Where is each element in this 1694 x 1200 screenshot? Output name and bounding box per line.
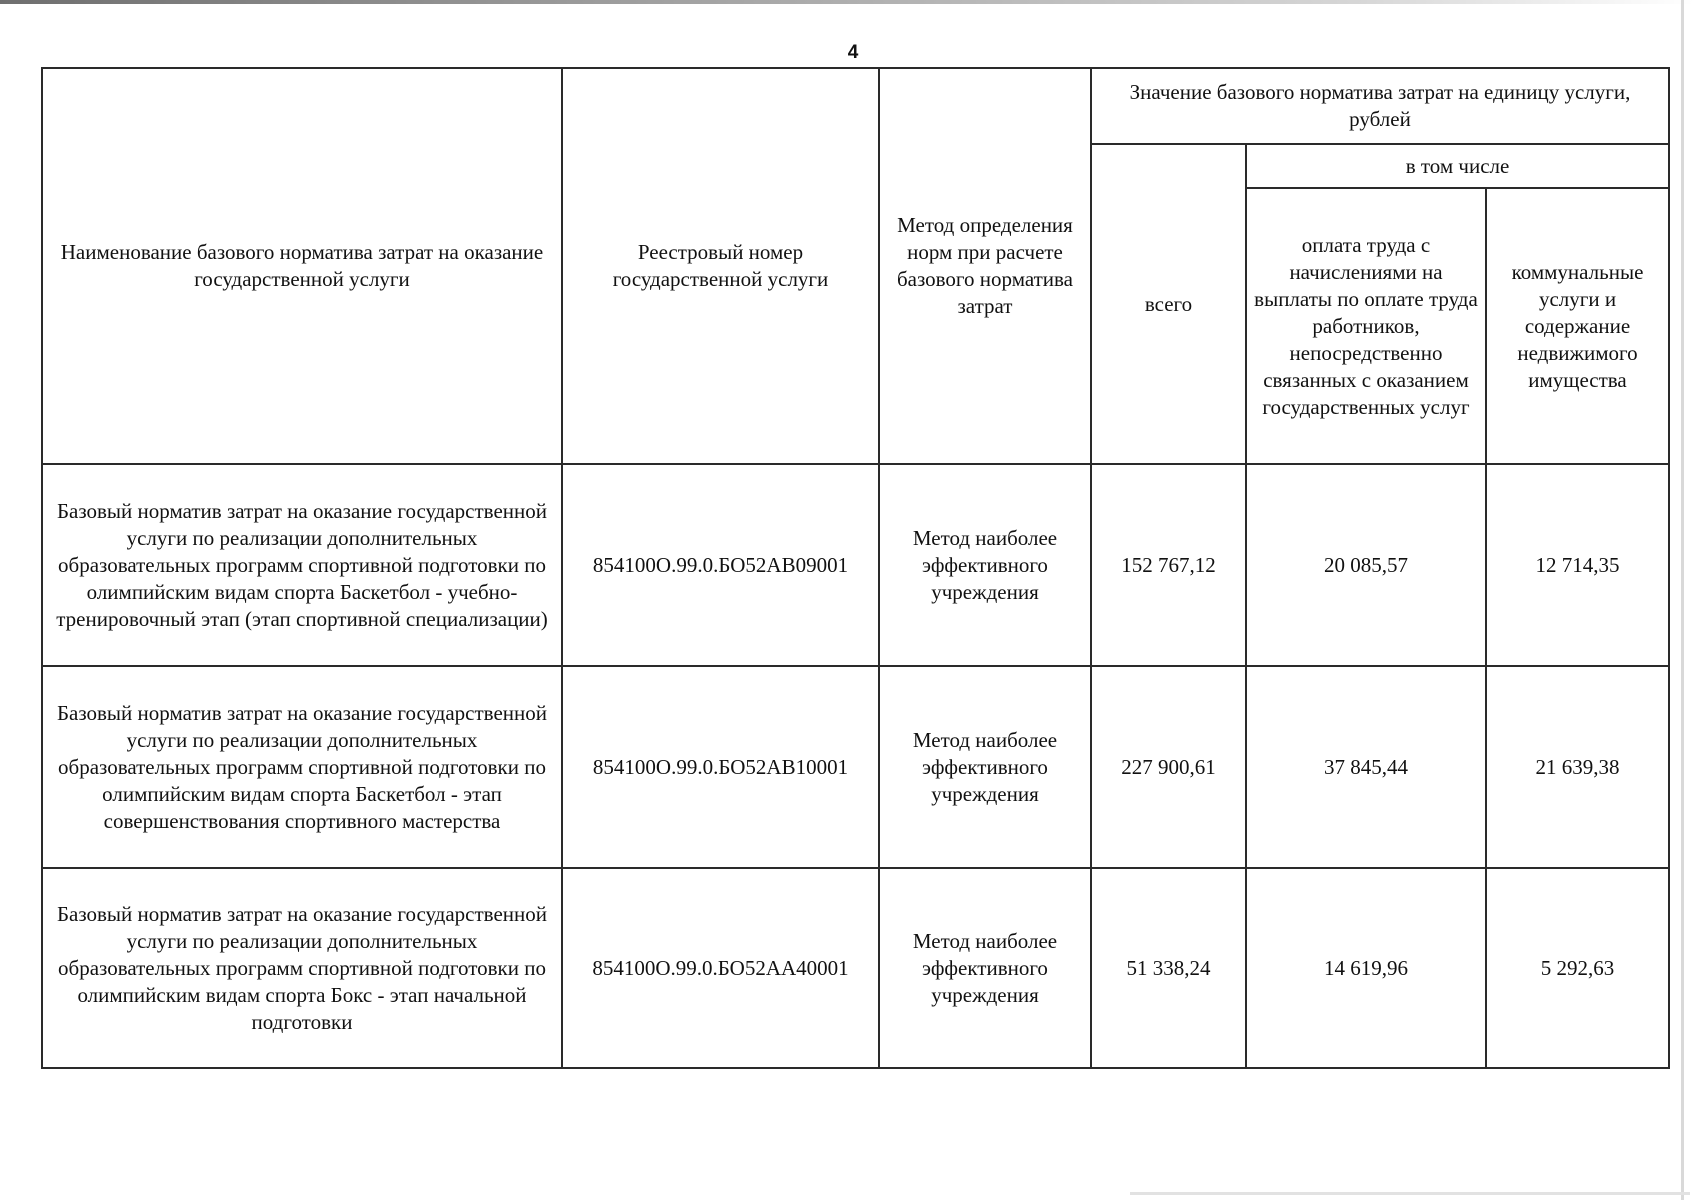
- table-row: [42, 464, 1669, 666]
- page-number: 4: [847, 42, 859, 63]
- row-utilities: 21 639,38: [1486, 666, 1669, 868]
- scan-top-edge: [0, 0, 1694, 4]
- row-name: Базовый норматив затрат на оказание государственной услуги по реализации дополнительных образовательных программ спортивной подготовки по олимпийским видам спорта Баскетбол - этап совершенствования спортивного мастерства: [42, 666, 562, 868]
- row-utilities: 12 714,35: [1486, 464, 1669, 666]
- row-method: Метод наиболее эффективного учреждения: [879, 868, 1091, 1068]
- header-method: Метод определения норм при расчете базового норматива затрат: [879, 68, 1091, 464]
- header-utilities: коммунальные услуги и содержание недвижимого имущества: [1486, 188, 1669, 464]
- row-utilities: 5 292,63: [1486, 868, 1669, 1068]
- row-method: Метод наиболее эффективного учреждения: [879, 666, 1091, 868]
- row-registry-number: 854100О.99.0.БО52АВ10001: [562, 666, 879, 868]
- row-total: 227 900,61: [1091, 666, 1246, 868]
- cost-norms-table: [41, 67, 1670, 1069]
- row-name: Базовый норматив затрат на оказание государственной услуги по реализации дополнительных образовательных программ спортивной подготовки по олимпийским видам спорта Бокс - этап начальной подготовки: [42, 868, 562, 1068]
- header-labor: оплата труда с начислениями на выплаты по оплате труда работников, непосредственно связанных с оказанием государственных услуг: [1246, 188, 1486, 464]
- row-total: 152 767,12: [1091, 464, 1246, 666]
- row-name: Базовый норматив затрат на оказание государственной услуги по реализации дополнительных образовательных программ спортивной подготовки по олимпийским видам спорта Баскетбол - учебно-тренировочный этап (этап спортивной специализации): [42, 464, 562, 666]
- table-row: [42, 868, 1669, 1068]
- scan-bottom-mark: [1130, 1192, 1690, 1195]
- header-row-top: [42, 68, 1669, 144]
- header-value-group: Значение базового норматива затрат на единицу услуги, рублей: [1091, 68, 1669, 144]
- row-registry-number: 854100О.99.0.БО52АВ09001: [562, 464, 879, 666]
- row-labor: 20 085,57: [1246, 464, 1486, 666]
- row-method: Метод наиболее эффективного учреждения: [879, 464, 1091, 666]
- row-registry-number: 854100О.99.0.БО52АА40001: [562, 868, 879, 1068]
- header-name: Наименование базового норматива затрат на оказание государственной услуги: [42, 68, 562, 464]
- header-registry-number: Реестровый номер государственной услуги: [562, 68, 879, 464]
- table-row: [42, 666, 1669, 868]
- header-total: всего: [1091, 144, 1246, 464]
- scan-right-edge: [1681, 0, 1684, 1200]
- row-labor: 37 845,44: [1246, 666, 1486, 868]
- row-total: 51 338,24: [1091, 868, 1246, 1068]
- row-labor: 14 619,96: [1246, 868, 1486, 1068]
- header-including: в том числе: [1246, 144, 1669, 188]
